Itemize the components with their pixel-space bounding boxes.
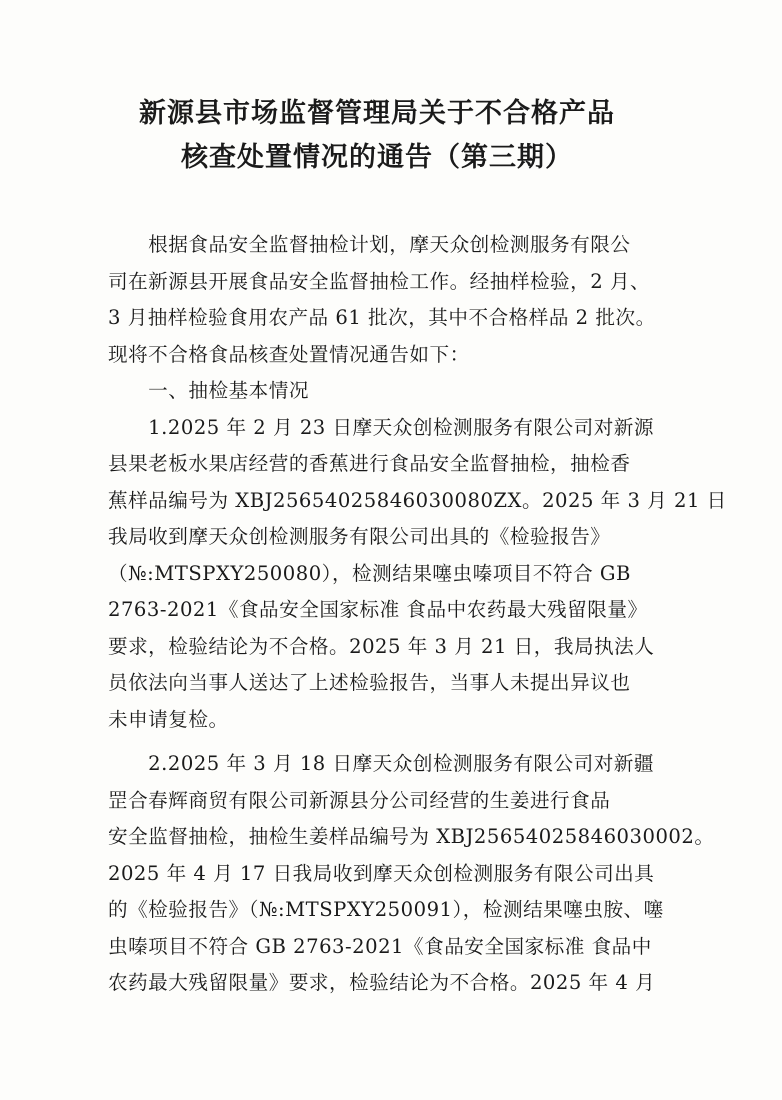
item-2-paragraph: [108, 746, 715, 1002]
text-line: 要求，检验结论为不合格。2025 年 3 月 21 日，我局执法人: [108, 634, 655, 658]
text-line: 未申请复检。: [108, 707, 229, 731]
paragraph-gap: [108, 738, 652, 746]
text-line: 蕉样品编号为 XBJ25654025846030080ZX。2025 年 3 月 21 日: [108, 488, 727, 512]
document-title: [102, 92, 652, 180]
text-line: 2025 年 4 月 17 日我局收到摩天众创检测服务有限公司出具: [108, 861, 655, 885]
text-line: （№:MTSPXY250080），检测结果噻虫嗪项目不符合 GB: [108, 561, 631, 585]
text-line: 的《检验报告》（№:MTSPXY250091），检测结果噻虫胺、噻: [108, 898, 664, 921]
text-line: 1.2025 年 2 月 23 日摩天众创检测服务有限公司对新源: [108, 415, 654, 439]
text-line: 虫嗪项目不符合 GB 2763-2021《食品安全国家标准 食品中: [108, 934, 652, 958]
text-line: 员依法向当事人送达了上述检验报告，当事人未提出异议也: [108, 671, 631, 694]
section-heading: [108, 373, 652, 410]
section-heading-text: 一、抽检基本情况: [108, 379, 309, 402]
title-line: 核查处置情况的通告（第三期）: [181, 142, 573, 173]
text-line: 司在新源县开展食品安全监督抽检工作。经抽样检验，2 月、: [108, 269, 651, 293]
intro-paragraph: [108, 227, 656, 373]
text-line: 我局收到摩天众创检测服务有限公司出具的《检验报告》: [108, 525, 611, 548]
item-1-paragraph: [108, 410, 727, 739]
text-line: 安全监督抽检，抽检生姜样品编号为 XBJ25654025846030002。: [108, 825, 715, 848]
text-line: 3 月抽样检验食用农产品 61 批次，其中不合格样品 2 批次。: [108, 306, 656, 329]
text-line: 罡合春辉商贸有限公司新源县分公司经营的生姜进行食品: [108, 788, 611, 812]
title-line: 新源县市场监督管理局关于不合格产品: [139, 98, 615, 129]
text-line: 农药最大残留限量》要求，检验结论为不合格。2025 年 4 月: [108, 971, 656, 994]
text-line: 现将不合格食品核查处置情况通告如下：: [108, 342, 470, 366]
text-line: 根据食品安全监督抽检计划，摩天众创检测服务有限公: [108, 233, 631, 256]
text-line: 2763-2021《食品安全国家标准 食品中农药最大残留限量》: [108, 598, 648, 621]
text-line: 县果老板水果店经营的香蕉进行食品安全监督抽检，抽检香: [108, 452, 631, 475]
text-line: 2.2025 年 3 月 18 日摩天众创检测服务有限公司对新疆: [108, 752, 654, 775]
